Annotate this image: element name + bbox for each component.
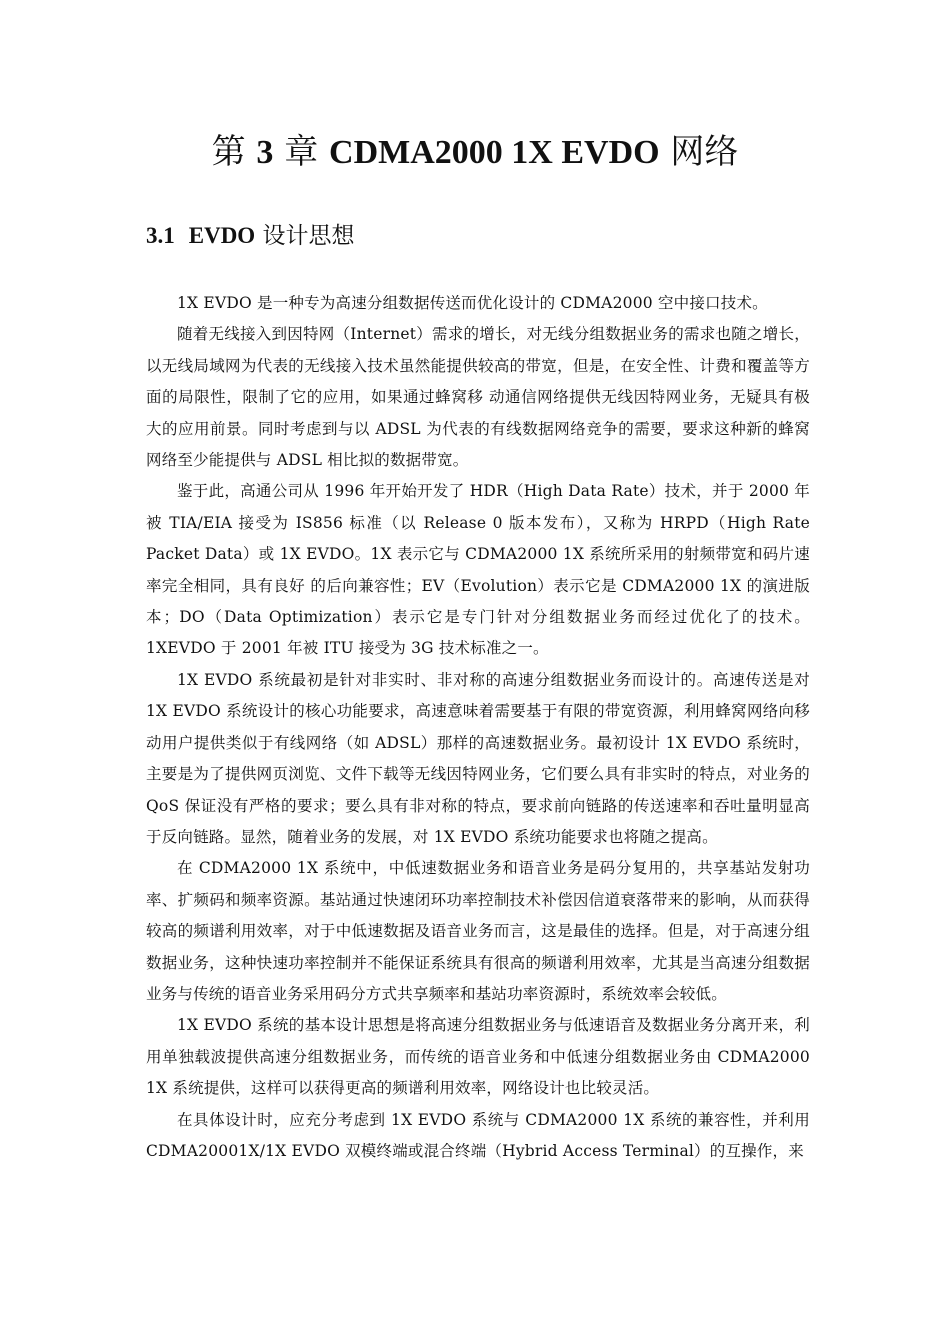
section-title bbox=[146, 218, 355, 254]
paragraph: 1X EVDO 系统的基本设计思想是将高速分组数据业务与低速语音及数据业务分离开来，利用单独载波提供高速分组数据业务，而传统的语音业务和中低速分组数据业务由 CDMA2000 1X 系统提供，这样可以获得更高的频谱利用效率，网络设计也比较灵活。 bbox=[146, 1016, 810, 1098]
chapter-number: 3 bbox=[256, 134, 274, 171]
paragraph: 鉴于此，高通公司从 1996 年开始开发了 HDR（High Data Rate）技术，并于 2000 年被 TIA/EIA 接受为 IS856 标准（以 Release 0 版本发布），又称为 HRPD（High Rate Packet Data）或 1X EVDO。1X 表示它与 CDMA2000 1X 系统所采用的射频带宽和码片速率完全相同，具有良好 的后向兼容性；EV（Evolution）表示它是 CDMA2000 1X 的演进版本；DO（Data Optimization）表示它是专门针对分组数据业务而经过优化了的技术。1XEVDO 于 2001 年被 ITU 接受为 3G 技术标准之一。 bbox=[146, 482, 810, 658]
chapter-name-cn: 网络 bbox=[670, 132, 739, 172]
paragraph: 1X EVDO 是一种专为高速分组数据传送而优化设计的 CDMA2000 空中接口技术。 bbox=[177, 294, 768, 312]
paragraph: 在 CDMA2000 1X 系统中，中低速数据业务和语音业务是码分复用的，共享基站发射功率、扩频码和频率资源。基站通过快速闭环功率控制技术补偿因信道衰落带来的影响，从而获得较高的频谱利用效率，对于中低速数据及语音业务而言，这是最佳的选择。但是，对于高速分组数据业务，这种快速功率控制并不能保证系统具有很高的频谱利用效率，尤其是当高速分组数据业务与传统的语音业务采用码分方式共享频率和基站功率资源时，系统效率会较低。 bbox=[146, 859, 810, 1003]
section-name-latin: EVDO bbox=[188, 223, 256, 248]
body-text bbox=[146, 288, 810, 1167]
chapter-prefix: 第 bbox=[211, 132, 246, 172]
chapter-name-latin: CDMA2000 1X EVDO bbox=[329, 134, 660, 171]
paragraph: 随着无线接入到因特网（Internet）需求的增长，对无线分组数据业务的需求也随之增长，以无线局域网为代表的无线接入技术虽然能提供较高的带宽，但是，在安全性、计费和覆盖等方面的局限性，限制了它的应用，如果通过蜂窝移 动通信网络提供无线因特网业务，无疑具有极大的应用前景。同时考虑到与以 ADSL 为代表的有线数据网络竞争的需要，要求这种新的蜂窝网络至少能提供与 ADSL 相比拟的数据带宽。 bbox=[146, 325, 810, 470]
chapter-suffix: 章 bbox=[284, 132, 319, 172]
paragraph: 1X EVDO 系统最初是针对非实时、非对称的高速分组数据业务而设计的。高速传送是对 1X EVDO 系统设计的核心功能要求，高速意味着需要基于有限的带宽资源，利用蜂窝网络向移动用户提供类似于有线网络（如 ADSL）那样的高速数据业务。最初设计 1X EVDO 系统时，主要是为了提供网页浏览、文件下载等无线因特网业务，它们要么具有非实时的特点，对业务的 QoS 保证没有严格的要求；要么具有非对称的特点，要求前向链路的传送速率和吞吐量明显高于反向链路。显然，随着业务的发展，对 1X EVDO 系统功能要求也将随之提高。 bbox=[146, 670, 810, 846]
section-name-cn: 设计思想 bbox=[262, 223, 355, 249]
chapter-title bbox=[0, 127, 950, 178]
paragraph: 在具体设计时，应充分考虑到 1X EVDO 系统与 CDMA2000 1X 系统的兼容性，并利用 CDMA20001X/1X EVDO 双模终端或混合终端（Hybrid Access Terminal）的互操作，来 bbox=[146, 1110, 810, 1160]
section-number: 3.1 bbox=[146, 223, 175, 248]
